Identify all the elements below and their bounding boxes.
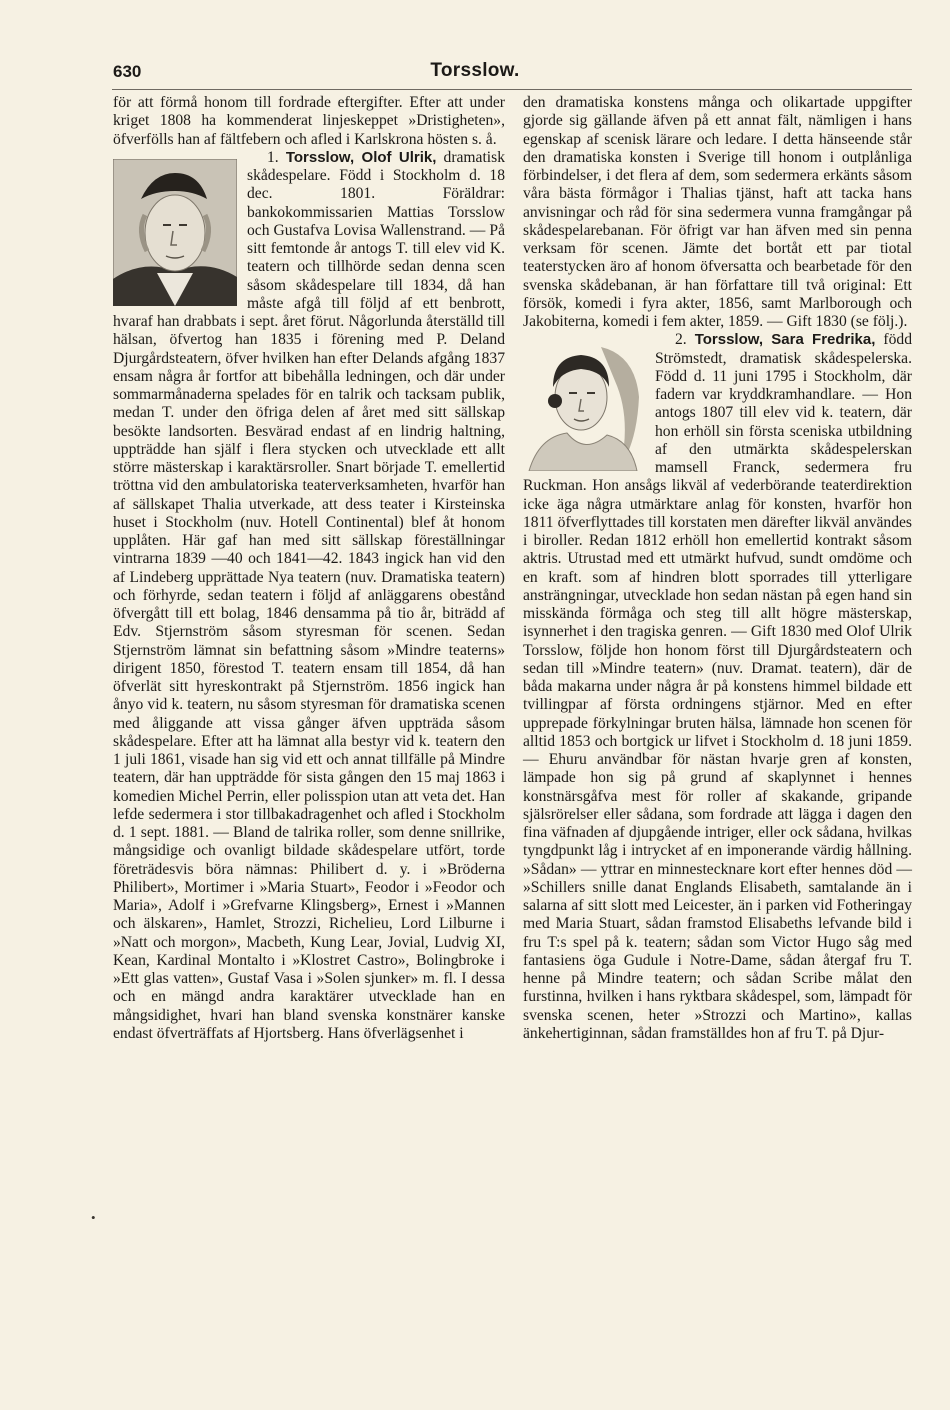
right-column — [523, 94, 912, 1043]
entry-text: född Strömstedt, dramatisk skådespelerska. Född d. 11 juni 1795 i Stockholm, där fadern var kryddkramhandlare. — Hon antogs 1807 till elev vid k. teatern, där hon erhöll sin första sceniska utbildning af den utmärkta skådespelerskan mamsell Franck, sedermera fru Ruckman. Hon ansågs likväl af vederbörande teaterdirektion icke äga några utmärktare anlag för konsten, hvarför hon 1811 öfverflyttades till korstaten men därefter likväl användes i biroller. Redan 1812 erhöll hon emellertid kontrakt såsom aktris. Utrustad med ett utmärkt hufvud, sundt omdöme och en kraft. som af hindren blott sporrades till ytterligare ansträngningar, utvecklade hon sedan nästan på egen hand sin misskända förmåga och steg till allt högre mästerskap, isynnerhet i den tragiska genren. — Gift 1830 med Olof Ulrik Torsslow, följde hon honom först till Djurgårdsteatern och sedan till »Mindre teatern» (nuv. Dramat. teatern), där de båda makarna under några år på konstens himmel bildade ett tvillingpar af första ordningens stjärnor. Med en efter upprepade förkylningar bruten hälsa, lämnade hon scenen för alltid 1853 och bortgick ur lifvet i Stockholm d. 18 juni 1859. — Ehuru användbar för nästan hvarje gren af konsten, lämpade hon sig på grund af skaplynnet i hennes konstnärsgåfva mest för roller af skakande, gripande själsrörelser eller sådana, som fordrade att lägga i dagen den fina väfnaden af djupgående intriger, eller ock sådana, hvilkas tyngdpunkt låg i intrycket af en imponerande värdig hållning. »Sådan» — yttrar en minnestecknare kort efter hennes död — »Schillers snille danat Englands Elisabeth, samtalande än i salarna af sitt slott med Leicester, än i parken vid Fotheringay med Maria Stuart, sådan framstod Elisabeths lefvande bild i fru T:s spel på k. teatern; sådan som Victor Hugo såg med fantasiens öga Gudule i Notre-Dame, sådan återgaf fru T. henne på Mindre teatern; och sådan Scribe målat den furstinna, hvilken i hans ryktbara skådespel, som, lämpadt för svenska scenen, heter »Strozzi och Martino», kallas änkehertiginnan, sådan framställdes hon af fru T. på Djur- — [523, 331, 912, 1042]
page-number: 630 — [113, 62, 142, 81]
running-title: Torsslow. — [430, 60, 520, 81]
continued-paragraph: den dramatiska konstens många och olikartade uppgifter gjorde sig gällande äfven på ett annat fält, nämligen i hans egenskap af scenisk lärare och ledare. I detta hänseende står den dramatiska konsten i Sverige till honom i outplånliga förbindelser, i det flera af dem, som sedermera erkänts såsom våra bästa förmågor i Thalias tjänst, haft att tacka hans anvisningar och råd för sina sedermera vunna framgångar på skådespelarebanan. För öfrigt var han äfven med sin penna verksam för scenen. Jämte det bortåt ett par tiotal teaterstycken äro af honom öfversatta och bearbetade för den svenska skådebanan, är han författare till två original: Ett försök, komedi i fyra akter, 1856, samt Marlborough och Jakobiterna, komedi i fem akter, 1859. — Gift 1830 (se följ.). — [523, 94, 912, 330]
intro-paragraph: för att förmå honom till fordrade eftergifter. Efter att under kriget 1808 ha kommenderat linjeskeppet »Dristigheten», öfverfölls han af fältfebern och afled i Karlskrona hösten s. å. — [113, 94, 505, 148]
entry-number: 2. — [675, 331, 687, 349]
portrait-olof-ulrik-torsslow — [113, 159, 237, 306]
entry-name: Torsslow, Olof Ulrik, — [285, 148, 437, 166]
header-rule — [112, 89, 912, 90]
entry-olof-ulrik — [113, 149, 505, 1043]
entry-name: Torsslow, Sara Fredrika, — [694, 331, 876, 349]
margin-mark: • — [91, 1210, 96, 1225]
entry-text: dramatisk skådespelare. Född i Stockholm d. 18 dec. 1801. Föräldrar: bankokommissarien Mattias Torsslow och Gustafva Lovisa Wallenstrand. — På sitt femtonde år antogs T. till elev vid K. teatern och tillhörde sedan denna scen såsom skådespelare till 1834, då han måste afgå till följd af ett benbrott, hvaraf han drabbats i sept. året förut. Någorlunda återställd till hälsan, öfvertog han 1835 i förening med P. Deland Djurgårdsteatern, öfver hvilken han efter Delands afgång 1837 ensam några år fortfor att bibehålla ledningen, och där under sommarmånaderna spelades för en talrik och tacksam publik, medan T. under den öfriga delen af året med sitt sällskap besökte landsorten. Besvärad endast af en lindrig haltning, uppträdde han själf i flera stycken och utvecklade ett allt större mästerskap i karaktärsroller. Snart började T. emellertid tröttna vid den ambulatoriska teaterverksamheten, hvarför han af sällskapet Thalia utverkade, att dess teater i Kirsteinska huset i Stockholm (nuv. Hotell Continental) blef åt honom upplåten. Här gaf han med sitt sällskap föreställningar vintrarna 1839 —40 och 1841—42. 1843 ingick han vid den af Lindeberg upprättade Nya teatern (nuv. Dramatiska teatern) och förhyrde, sedan teatern i följd af anläggarens obestånd öfvergått till ett bolag, 1846 densamma på tio år, biträdd af Edv. Stjernström såsom styresman för scenen. Sedan Stjernström lämnat sin befattning såsom »Mindre teaterns» dirigent 1850, förestod T. teatern ensam till 1854, då han öfverlät sitt hyreskontrakt på Stjernström. 1856 ingick han ånyo vid k. teatern, nu såsom styresman för dramatiska scenen med åliggande att vissa gånger äfven uppträda såsom skådespelare. Efter att ha lämnat alla bestyr vid k. teatern den 1 juli 1861, visade han sig vid ett och annat tillfälle på Mindre teatern, där han uppträdde för sista gången den 15 maj 1863 i komedien Michel Perrin, eller polisspion utan att veta det. Han lefde sedermera i stor tillbakadragenhet och afled i Stockholm d. 1 sept. 1881. — Bland de talrika roller, som denne snillrike, mångsidige och ovanligt bildade skådespelare utfört, torde företrädesvis böra nämnas: Philibert d. y. i »Bröderna Philibert», Mortimer i »Maria Stuart», Feodor i »Feodor och Maria», Adolf i »Grefvarne Klingsberg», Ernest i »Mannen och älskaren», Hamlet, Strozzi, Richelieu, Lord Lilburne i »Natt och morgon», Macbeth, Kung Lear, Jovial, Ludvig XI, Kean, Kardinal Montalto i »Klostret Castro», Bolingbroke i »Ett glas vatten», Gustaf Vasa i »Solen sjunker» m. fl. I dessa och en mängd andra karaktärer utvecklade han en mångsidighet, hvari han bland svenska konstnärer kanske endast öfverträffats af Hjortsberg. Hans öfverlägsenhet i — [113, 148, 506, 1042]
left-column — [113, 94, 505, 1043]
entry-number: 1. — [267, 148, 279, 166]
entry-sara-fredrika — [523, 331, 912, 1043]
portrait-sara-fredrika-torsslow — [523, 337, 645, 471]
